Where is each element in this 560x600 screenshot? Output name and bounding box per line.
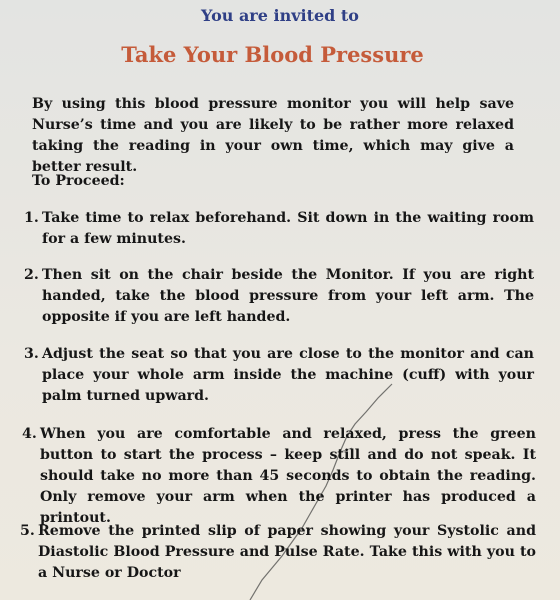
step-5 <box>20 521 536 584</box>
intro-paragraph: By using this blood pressure monitor you will help save Nurse’s time and you are likely to be rather more relaxed taking the reading in your own time, which may give a better result. <box>32 96 514 175</box>
step-number: 3. <box>24 346 39 362</box>
step-4 <box>22 424 536 529</box>
step-3 <box>24 344 534 407</box>
invitation-line: You are invited to <box>201 6 359 25</box>
step-text: Take time to relax beforehand. Sit down in the waiting room for a few minutes. <box>42 210 534 247</box>
step-number: 2. <box>24 267 39 283</box>
step-text: Then sit on the chair beside the Monitor. If you are right handed, take the blood pressure from your left arm. The opposite if you are left handed. <box>42 267 534 325</box>
step-text: Adjust the seat so that you are close to the monitor and can place your whole arm inside the machine (cuff) with your palm turned upward. <box>42 346 534 404</box>
step-number: 1. <box>24 210 39 226</box>
step-2 <box>24 265 534 328</box>
proceed-heading: To Proceed: <box>32 173 125 189</box>
step-text: When you are comfortable and relaxed, press the green button to start the process – keep still and do not speak. It should take no more than 45 seconds to obtain the reading. Only remove your arm when the printer has produced a printout. <box>40 426 536 526</box>
step-1 <box>24 208 534 250</box>
step-text: Remove the printed slip of paper showing your Systolic and Diastolic Blood Pressure and Pulse Rate. Take this with you to a Nurse or Doctor <box>38 523 536 581</box>
step-number: 5. <box>20 523 35 539</box>
step-number: 4. <box>22 426 37 442</box>
page-title: Take Your Blood Pressure <box>121 42 424 67</box>
